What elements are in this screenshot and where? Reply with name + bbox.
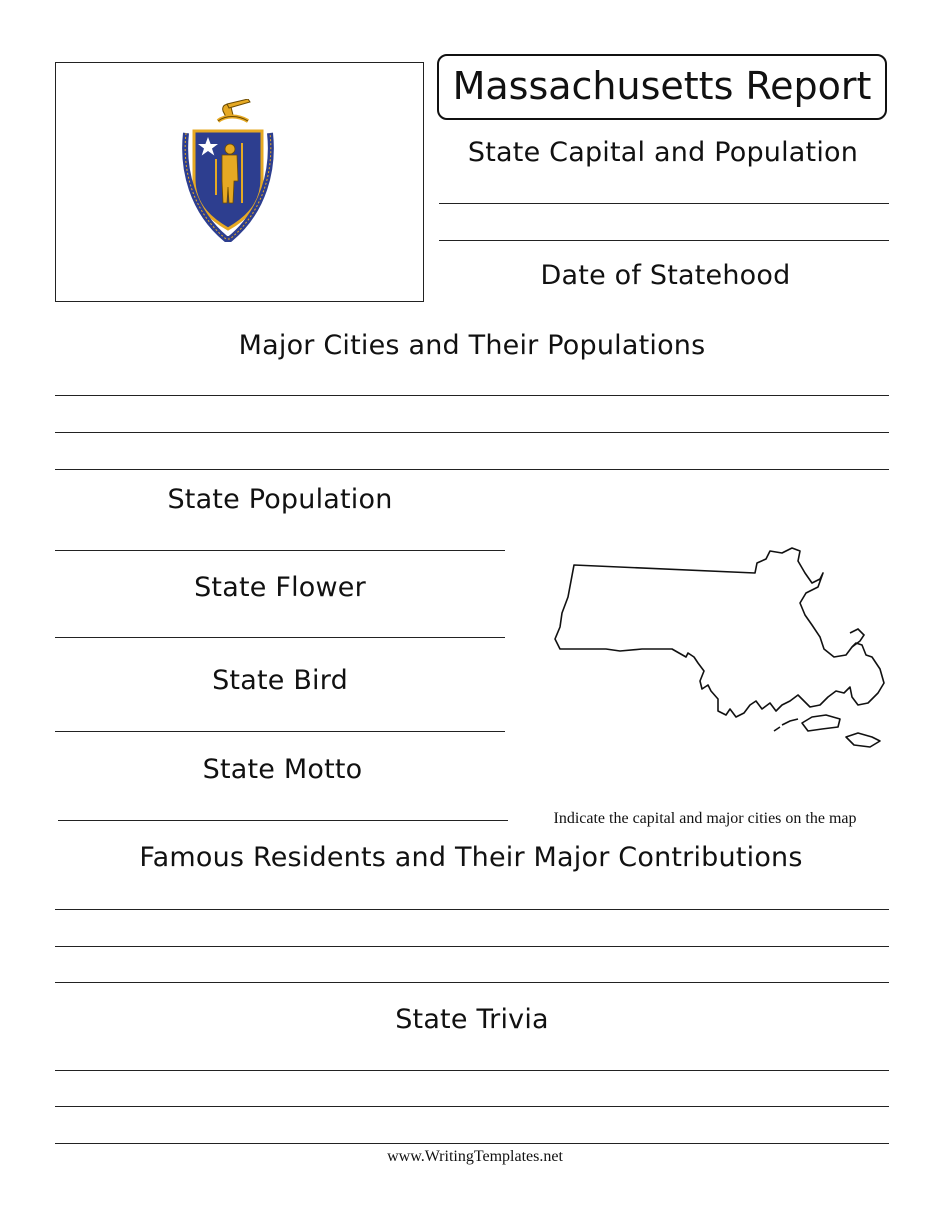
state-trivia-heading: State Trivia	[395, 1004, 549, 1035]
motto-answer-line[interactable]	[58, 820, 508, 821]
cities-answer-line-3[interactable]	[55, 469, 889, 470]
capital-answer-line-2[interactable]	[439, 240, 889, 241]
bird-answer-line[interactable]	[55, 731, 505, 732]
trivia-answer-line-3[interactable]	[55, 1143, 889, 1144]
capital-answer-line-1[interactable]	[439, 203, 889, 204]
state-flower-heading: State Flower	[194, 572, 366, 603]
major-cities-heading: Major Cities and Their Populations	[238, 330, 706, 361]
famous-residents-heading: Famous Residents and Their Major Contributions	[139, 842, 803, 873]
trivia-answer-line-1[interactable]	[55, 1070, 889, 1071]
residents-answer-line-2[interactable]	[55, 946, 889, 947]
state-motto-heading: State Motto	[202, 754, 363, 785]
state-flag	[55, 62, 424, 302]
map-instruction: Indicate the capital and major cities on the map	[553, 810, 857, 827]
state-capital-heading: State Capital and Population	[467, 137, 859, 168]
state-population-heading: State Population	[167, 484, 393, 515]
residents-answer-line-1[interactable]	[55, 909, 889, 910]
residents-answer-line-3[interactable]	[55, 982, 889, 983]
statehood-heading: Date of Statehood	[540, 260, 791, 291]
massachusetts-coat-of-arms-icon	[178, 99, 278, 249]
state-bird-heading: State Bird	[212, 665, 348, 696]
flower-answer-line[interactable]	[55, 637, 505, 638]
trivia-answer-line-2[interactable]	[55, 1106, 889, 1107]
massachusetts-map-outline[interactable]	[550, 545, 890, 755]
cities-answer-line-2[interactable]	[55, 432, 889, 433]
population-answer-line[interactable]	[55, 550, 505, 551]
report-title: Massachusetts Report	[437, 54, 887, 120]
cities-answer-line-1[interactable]	[55, 395, 889, 396]
footer-website[interactable]: www.WritingTemplates.net	[387, 1148, 563, 1165]
